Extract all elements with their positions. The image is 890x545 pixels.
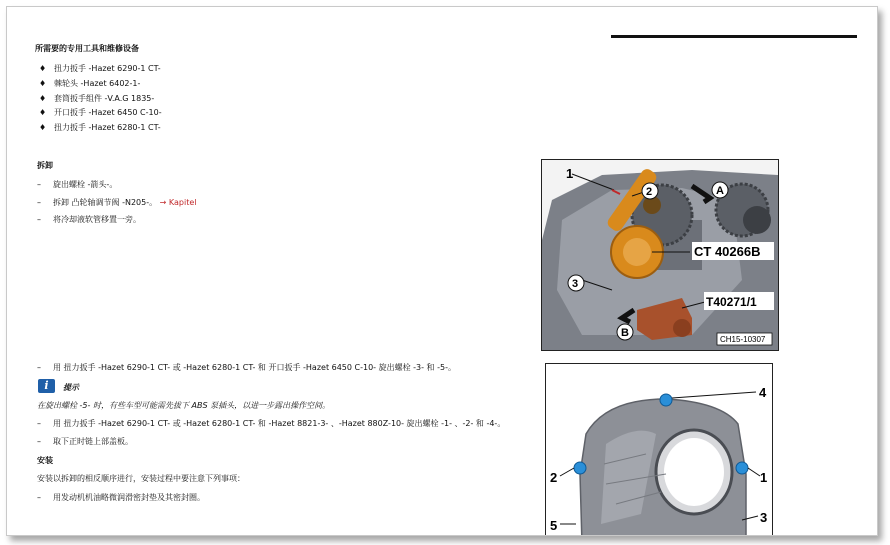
callout-label: A — [716, 185, 724, 197]
callout-label: 2 — [550, 470, 558, 485]
document-page — [6, 6, 878, 536]
bullet-icon: ♦ — [39, 108, 47, 117]
callout-label: 1 — [760, 470, 768, 485]
removal-step: 将冷却液软管移置一旁。 — [53, 215, 141, 224]
dash-marker: – — [37, 419, 41, 428]
tools-heading: 所需要的专用工具和维修设备 — [35, 44, 139, 53]
install-heading: 安装 — [37, 456, 53, 465]
removal-step: 拆卸 凸轮轴调节阀 -N205-。 — [53, 198, 158, 207]
removal-heading: 拆卸 — [37, 161, 53, 170]
info-icon: i — [38, 379, 55, 393]
tool-label: T40271/1 — [706, 295, 757, 309]
callout-label: B — [621, 327, 629, 339]
removal-step: 用 扭力扳手 -Hazet 6290-1 CT- 或 -Hazet 6280-1 CT- 和 -Hazet 8821-3- 、-Hazet 880Z-10- 旋出螺栓 -1- 、-2- 和 -4-。 — [53, 419, 506, 428]
figure-code: CH15-10307 — [720, 335, 766, 344]
callout-label: 4 — [759, 385, 767, 400]
removal-step: 旋出螺栓 -箭头-。 — [53, 180, 118, 189]
callout-label: 5 — [550, 518, 558, 533]
figure-cover-illustration — [546, 364, 772, 536]
removal-step: 用 扭力扳手 -Hazet 6290-1 CT- 或 -Hazet 6280-1 CT- 和 开口扳手 -Hazet 6450 C-10- 旋出螺栓 -3- 和 -5-。 — [53, 363, 456, 372]
callout-label: 3 — [572, 278, 579, 290]
bullet-icon: ♦ — [39, 94, 47, 103]
dash-marker: – — [37, 215, 41, 224]
callout-label: 1 — [566, 166, 574, 181]
tool-item: 套筒扳手组件 -V.A.G 1835- — [54, 94, 155, 103]
tool-item: 扭力扳手 -Hazet 6280-1 CT- — [54, 123, 161, 132]
dash-marker: – — [37, 198, 41, 207]
note-body: 在旋出螺栓 -5- 时，有些车型可能需先拔下 ABS 泵插头，以进一步露出操作空间。 — [37, 401, 331, 410]
removal-step: 取下正时链上部盖板。 — [53, 437, 133, 446]
figure-camshaft-illustration — [542, 160, 778, 350]
note-title: 提示 — [63, 383, 79, 392]
dash-marker: – — [37, 437, 41, 446]
callout-label: 2 — [646, 186, 653, 198]
tool-item: 棘轮头 -Hazet 6402-1- — [54, 79, 141, 88]
dash-marker: – — [37, 493, 41, 502]
bullet-icon: ♦ — [39, 123, 47, 132]
install-step: 用发动机机油略微润滑密封垫及其密封圈。 — [53, 493, 205, 502]
figure-camshaft-tools — [541, 159, 779, 351]
kapitel-link[interactable]: → Kapitel — [159, 198, 197, 207]
dash-marker: – — [37, 363, 41, 372]
install-intro: 安装以拆卸的相反顺序进行，安装过程中要注意下列事项： — [37, 474, 245, 483]
tool-label: CT 40266B — [694, 244, 761, 259]
callout-label: 3 — [760, 510, 768, 525]
bullet-icon: ♦ — [39, 64, 47, 73]
tool-item: 扭力扳手 -Hazet 6290-1 CT- — [54, 64, 161, 73]
header-rule — [611, 35, 857, 38]
figure-timing-cover — [545, 363, 773, 536]
dash-marker: – — [37, 180, 41, 189]
bullet-icon: ♦ — [39, 79, 47, 88]
tool-item: 开口扳手 -Hazet 6450 C-10- — [54, 108, 162, 117]
